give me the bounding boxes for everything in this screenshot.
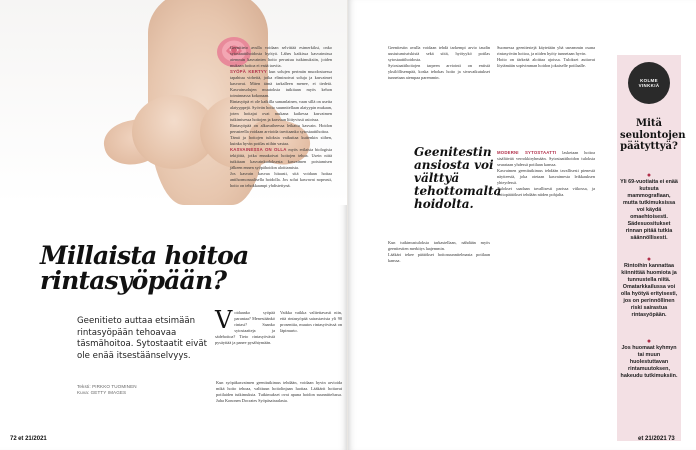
- tips-sidebar: [617, 55, 686, 441]
- credit-text: Teksti: PIRKKO TUOMINEN: [77, 384, 137, 389]
- pullquote-line-2: ansiosta voi: [414, 158, 494, 172]
- col-a-p7: Jos kasvain kasvaa hitaasti, sitä voidaan hoitaa antihormonaalisella hoidolla. Jos solut kasvavat nopeasti, hoito on tehokkaampi yhdistettynä.: [230, 171, 332, 188]
- body-column-d: [497, 150, 595, 198]
- col-a-p5: Tämä ja hoitojen tuloksia vaikuttaa kuitenkin siihen, kuinka hyvin potilas niihin vastaa.: [230, 135, 332, 146]
- right-issue: et 21/2021: [638, 436, 667, 442]
- sidebar-title: Mitä seulontojen päätyttyä?: [620, 118, 686, 152]
- sidebar-tip-1: [620, 172, 678, 242]
- tip-1-text: Yli 69-vuotiaita ei enää kutsuta mammografiaan, mutta tutkimuksissa voi käydä omaehtoisesti. Sädesuositukset rinnan pitää tutkia säännöllisesti.: [620, 179, 678, 241]
- article-ingress: Geenitieto auttaa etsimään rintasyöpään tehoavaa täsmähoitoa. Sytostaatit eivät ole enää itsestäänselvyys.: [77, 316, 208, 361]
- tip-3-bullet-icon: ●: [646, 338, 652, 345]
- credit-photo: Kuva: GETTY IMAGES: [77, 390, 127, 396]
- col-a-p1: Geenitieto avulla voidaan selvittää esimerkiksi, onko sytostaattihoidosta hyötyä. Lähes kaikissa kasvaimissa aiemmin kasvainten hoito perustuu tutkimuksiin, joiden mukaan hoitoa ei enää tarvita.: [230, 45, 332, 68]
- tip-2-bullet-icon: ●: [646, 256, 652, 263]
- body-column-a: [230, 45, 332, 189]
- left-page-number: 72: [10, 436, 17, 442]
- col-c-p1: lasketaan hoitoa sisältävää verrokkiryhmään. Sytostaattihoidon tuloksia seurataan yhdessä potilaan kanssa.: [497, 150, 595, 167]
- col-a-p4: Rintasyöpää on alkuvaiheessa leikattu kasvain. Hoidon perusteella voidaan arvioida tarvitaanko sytostaattihoitoa.: [230, 123, 332, 134]
- col-c-p2: Kasvaimen geenitutkimus tehdään tavallisesti pienestä näytteestä, joka otetaan kasvaimesta leikkauksen yhteydessä.: [497, 168, 595, 185]
- col-a-subhead-2: KASVAINESSA ON OLLA: [230, 147, 287, 152]
- col-b-p2: Sytostaattihoitojen tarpeen arviointi on entistä yksilöllisempää, koska tehokas hoito ja sivuvaikutukset tunnetaan aiempaa paremmin.: [388, 63, 490, 80]
- right-footer: [638, 436, 675, 442]
- lead-column: [215, 306, 275, 346]
- col-b-p4: Lääkäri tekee päätökset hoitosuunnitelmasta potilaan kanssa.: [388, 252, 490, 263]
- lead-column-bottom-text: Kun syöpäkasvaimen geenitutkimus tehdään, voidaan hyvin arvioida mikä hoito tehoaa, valittuun hoitolinjaan luottaa. Lääkärit hoitavat potilaiden tutkimuksia. Tutkimukset ovat apuna hoidon suunnittelussa. Juha Kononen Docrates Syöpäsairaalasta.: [216, 380, 342, 403]
- sidebar-tip-2: [620, 256, 678, 319]
- pullquote-line-3: välttyä: [414, 171, 460, 185]
- col-a-p6: myös erilaisia biologisia tekijöitä, jotka ennakoivat hoitojen tehoa. Usein niitä tutkitaan kasvainkudoksesta kasvaimen poistamisen jälkeen ennen syöpähoidon aloittamista.: [230, 147, 333, 170]
- tips-tag-text: KOLME VINKKIÄ: [638, 77, 660, 88]
- col-c-p3: Tulokset saadaan tavallisesti parissa viikossa, ja hoitopäätökset tehdään niiden pohjalta.: [497, 186, 595, 197]
- tip-2-text: Rintoihin kannattaa kiinnittää huomiota ja tunnustella niitä. Omatarkkailussa voi olla hyötyä erityisesti, jos on perinnöllinen riski sairastua rintasyöpään.: [620, 263, 678, 318]
- pullquote-line-1: Geenitestin: [414, 145, 492, 159]
- body-column-b: [388, 45, 490, 81]
- tips-tag-badge: [628, 62, 670, 104]
- sidebar-tip-3: [620, 338, 678, 380]
- tip-1-bullet-icon: ●: [646, 172, 652, 179]
- left-issue: et 21/2021: [18, 436, 47, 442]
- pullquote-line-5: hoidolta.: [414, 197, 474, 211]
- body-column-b-lower: [388, 240, 490, 264]
- left-page: [0, 0, 347, 450]
- col-b-p1: Geenitestin avulla voidaan tehdä tarkempi arvio taudin uusiutumisriskistä sekä siitä, hyötyykö potilas sytostaattihoidosta.: [388, 45, 490, 62]
- right-page-number: 73: [668, 436, 675, 442]
- col-a-p2: kun solujen perimän muodostuessa tapahtuu virheitä, jotka eliminoivat soluja ja kasvaimet kasvavat. Miten tämä tarkalleen menee, ei tiedetä. Kasvainsolujen muutoksia tutkitaan myös kehon toiminnassa kokonaan.: [230, 69, 332, 98]
- lead-column-bottom: [216, 380, 342, 404]
- body-column-c: [497, 45, 595, 69]
- col-a-p3: Rintasyöpä ei ole kaikilla samanlainen, vaan sillä on useita alatyyppejä. Syövän hoito suunnitellaan alatyypin mukaan, joten hoitajat ovat mukana kaikessa kasvaimen tutkimisessa hoitojen ja kasvuun liittyvissä asioissa.: [230, 99, 332, 122]
- tip-3-text: Jos huomaat kyhmyn tai muun huolestuttavan rintamuutoksen, hakeudu tutkimuksiin.: [620, 345, 678, 379]
- pullquote-line-4: tehottomalta: [414, 184, 502, 198]
- left-footer: [10, 436, 47, 442]
- col-c-p4: Suomessa geenitestejä käytetään yhä useammin osana rintasyövän hoitoa, ja niiden hyöty tunnetaan hyvin.: [497, 45, 595, 56]
- headline-line-2: rintasyöpään?: [40, 266, 227, 295]
- lead-column-b: [280, 310, 342, 334]
- col-a-subhead-1: SYÖPÄ KERTYY: [230, 69, 267, 74]
- article-headline: [40, 243, 340, 293]
- article-credits: [77, 384, 207, 396]
- col-c-p5: Hoito on tärkeää aloittaa ajoissa. Tulokset auttavat löytämään sopivimman hoidon jokaiselle potilaalle.: [497, 57, 595, 68]
- lead-column-text: oidaanko syöpää parantaa? Menestäänkö rintasi? Saanko sytostaatteja ja sädehoitoa? Tieto rintasyövästä pysäyttää ja panee pysähtymään.: [215, 310, 275, 345]
- dropcap-letter: V: [215, 306, 233, 334]
- col-b-p3: Kun tutkimustuloksia tarkastellaan, nähdään myös geenitestien merkitys laajemmin.: [388, 240, 490, 251]
- lead-column-b-text: Vaikka vaikka valitettavasti niin, että rintasyöpää sairastavista yli 90 prosenttia, muutos rintasyövässä on läpimurto.: [280, 310, 342, 333]
- headline-line-1: Millaista hoitoa: [40, 241, 249, 270]
- col-c-subhead: MODERNI SYTOSTAATTI: [497, 150, 557, 155]
